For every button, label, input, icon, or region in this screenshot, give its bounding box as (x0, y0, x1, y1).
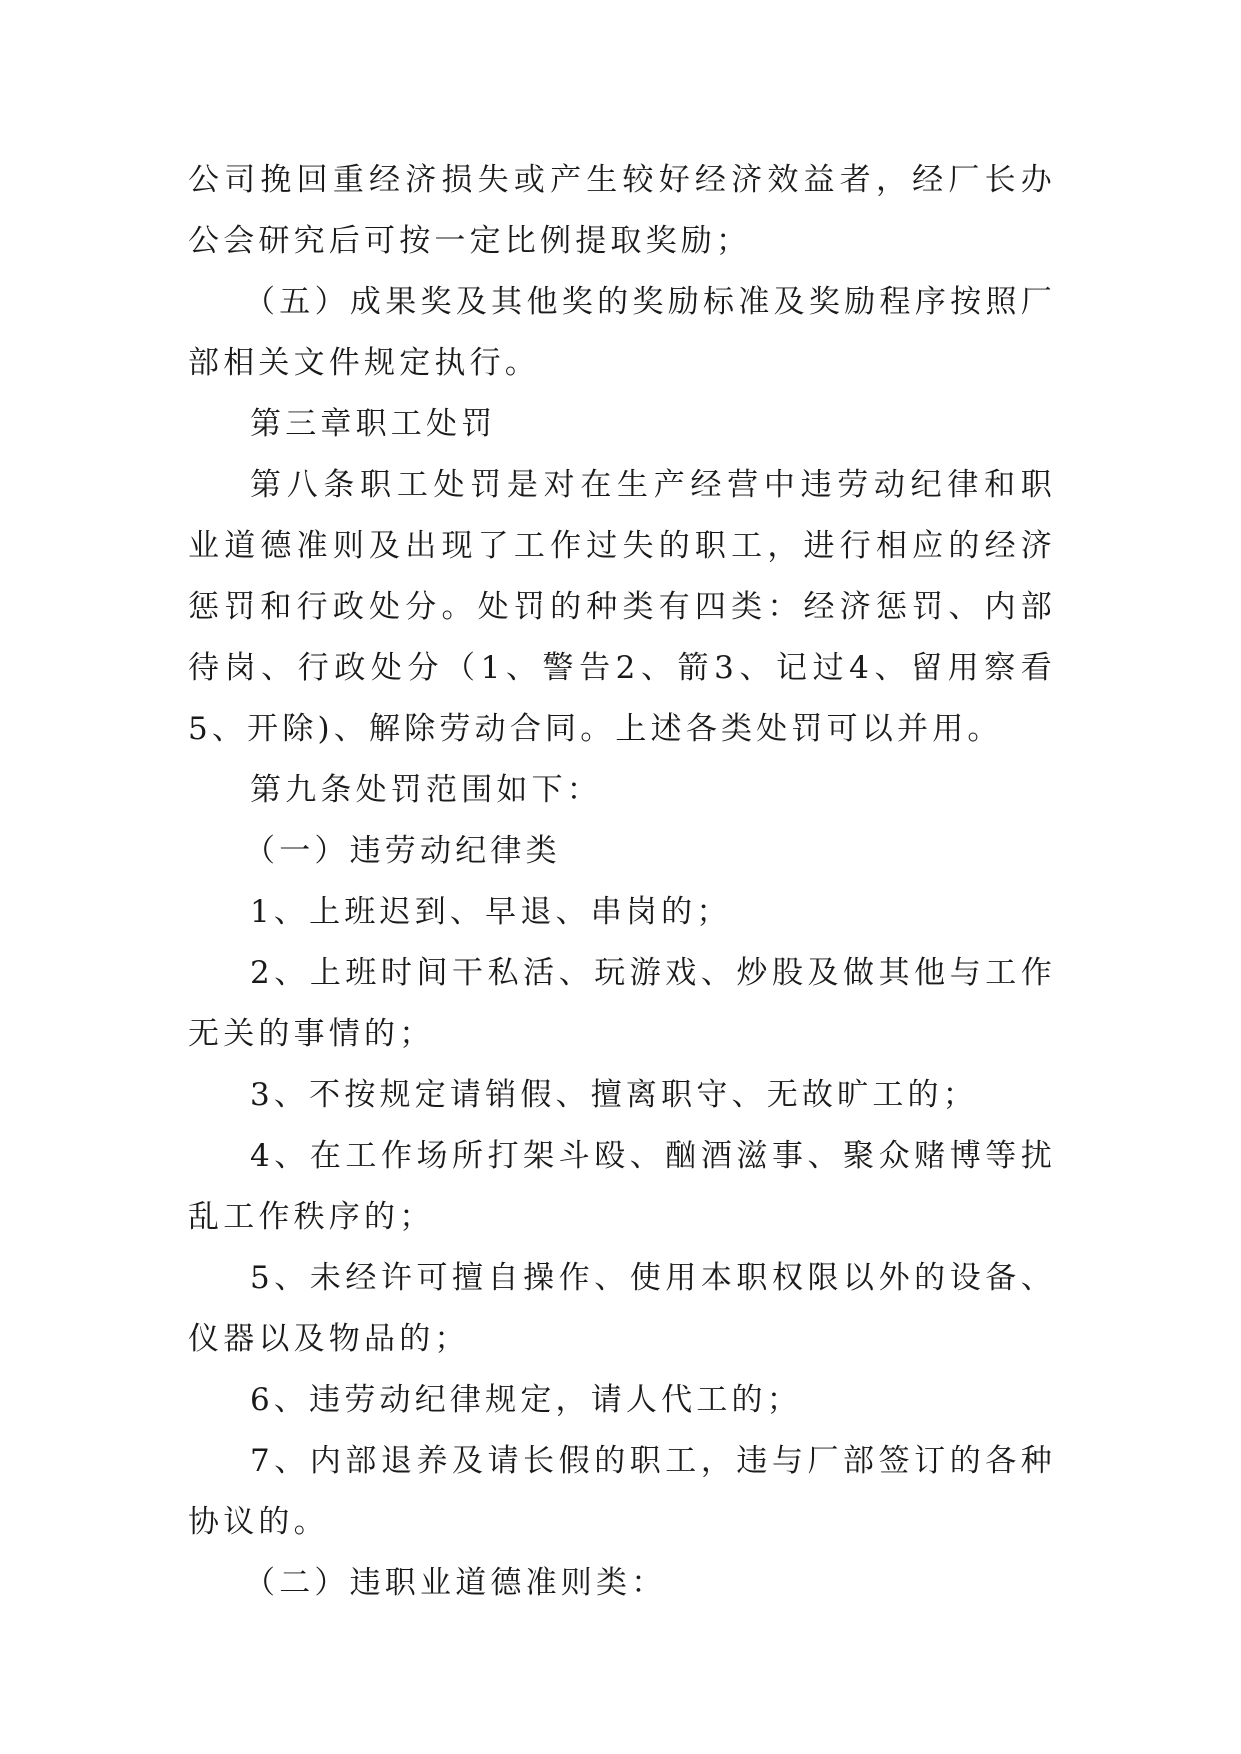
list-item: 3、不按规定请销假、擅离职守、无故旷工的； (250, 1077, 978, 1113)
article-nine: 第九条处罚范围如下： (250, 772, 602, 808)
document-body (188, 150, 1056, 1614)
section-heading-two: （二）违职业道德准则类： (244, 1565, 667, 1601)
list-item: 5、未经许可擅自操作、使用本职权限以外的设备、仪器以及物品的； (188, 1260, 1056, 1357)
chapter-heading: 第三章职工处罚 (250, 406, 497, 442)
paragraph-item-five: （五）成果奖及其他奖的奖励标准及奖励程序按照厂部相关文件规定执行。 (188, 284, 1056, 381)
section-heading-one: （一）违劳动纪律类 (244, 833, 561, 869)
list-item: 7、内部退养及请长假的职工，违与厂部签订的各种协议的。 (188, 1443, 1056, 1540)
article-eight: 第八条职工处罚是对在生产经营中违劳动纪律和职业道德准则及出现了工作过失的职工，进行相应的经济惩罚和行政处分。处罚的种类有四类：经济惩罚、内部待岗、行政处分（1、警告2、箭3、记过4、留用察看5、开除)、解除劳动合同。上述各类处罚可以并用。 (188, 467, 1056, 747)
list-item: 2、上班时间干私活、玩游戏、炒股及做其他与工作无关的事情的； (188, 955, 1056, 1052)
list-item: 1、上班迟到、早退、串岗的； (250, 894, 732, 930)
list-item: 4、在工作场所打架斗殴、酗酒滋事、聚众赌博等扰乱工作秩序的； (188, 1138, 1056, 1235)
list-item: 6、违劳动纪律规定，请人代工的； (250, 1382, 802, 1418)
paragraph-continuation: 公司挽回重经济损失或产生较好经济效益者，经厂长办公会研究后可按一定比例提取奖励； (188, 162, 1056, 259)
